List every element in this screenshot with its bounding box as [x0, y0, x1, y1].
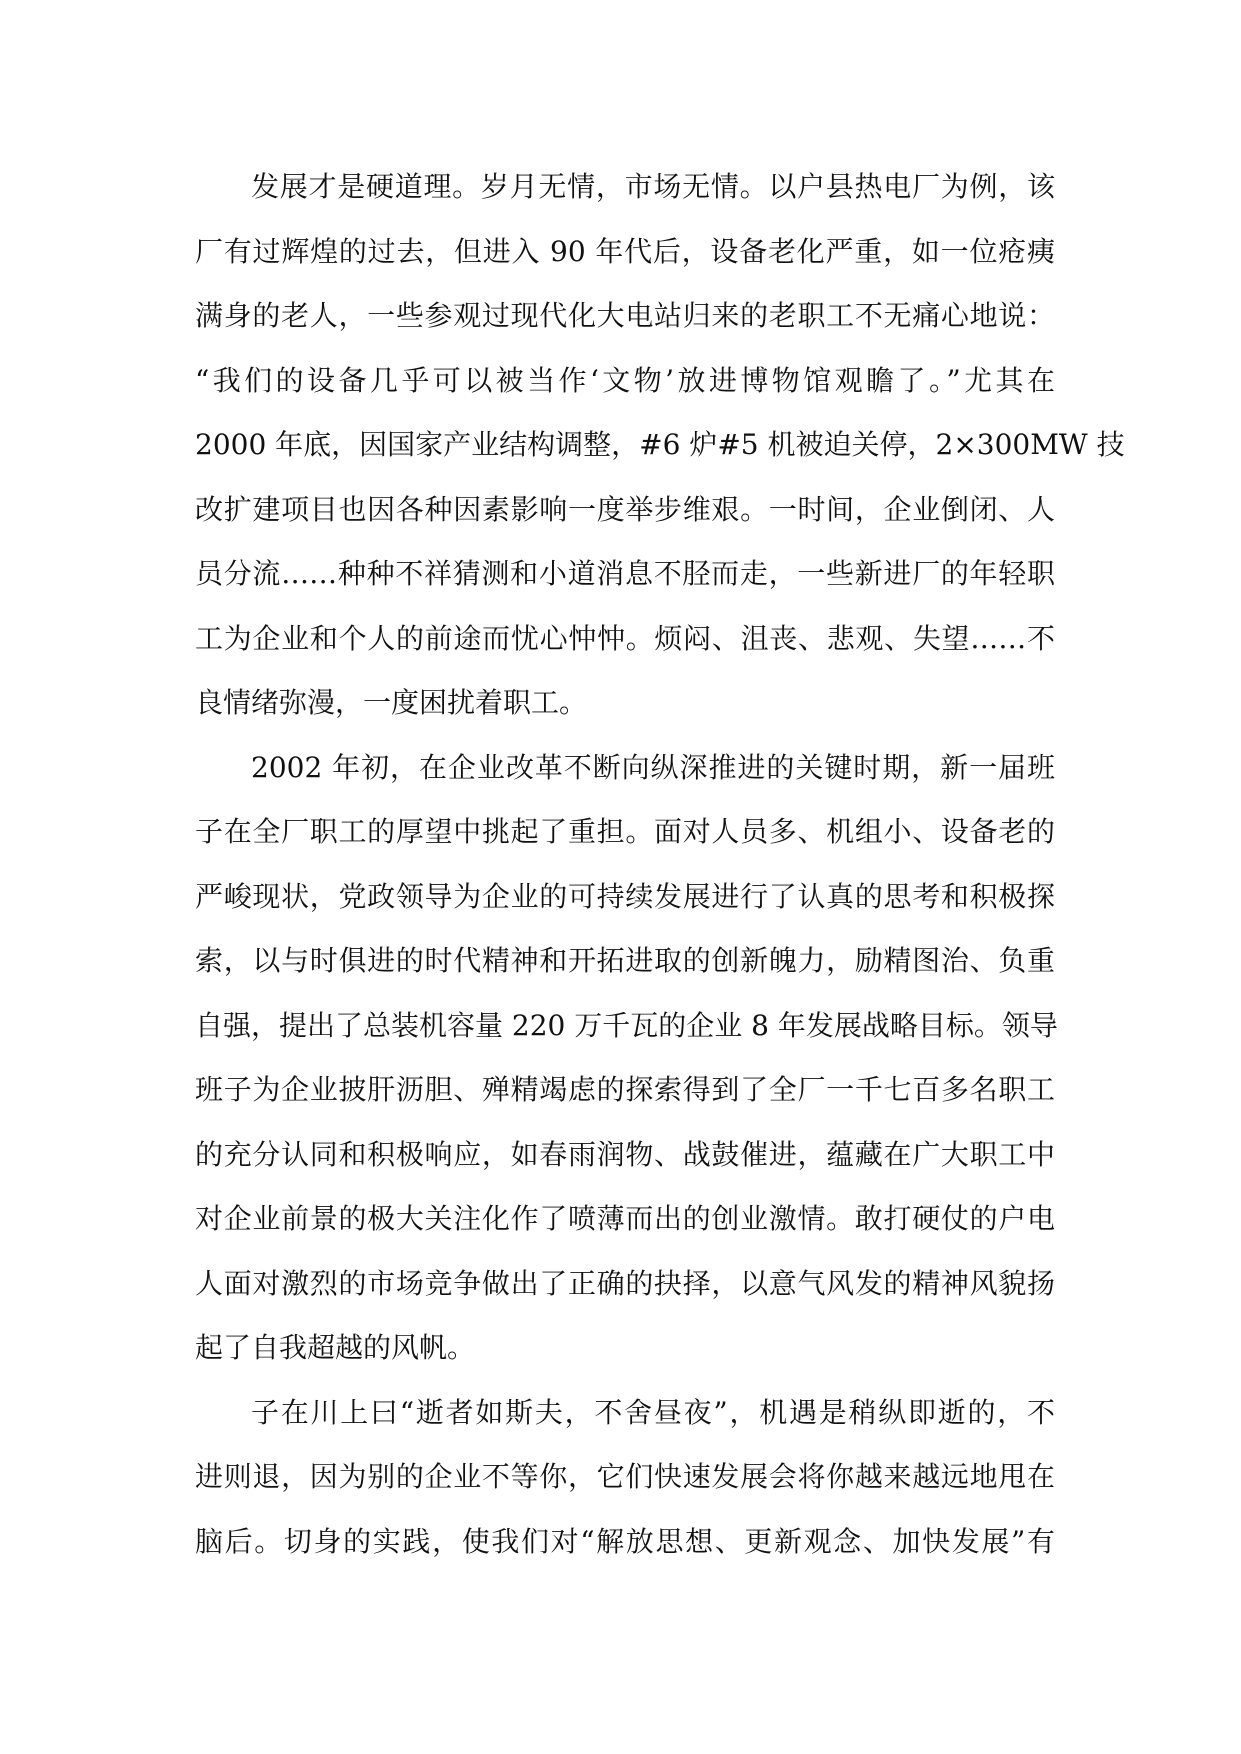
paragraph-2-line-2: 子在全厂职工的厚望中挑起了重担。面对人员多、机组小、设备老的	[195, 815, 1055, 848]
paragraph-3-line-3: 脑后。切身的实践，使我们对“解放思想、更新观念、加快发展”有	[195, 1524, 1055, 1558]
paragraph-3-line-2: 进则退，因为别的企业不等你，它们快速发展会将你越来越远地甩在	[195, 1460, 1055, 1493]
paragraph-1-line-6: 改扩建项目也因各种因素影响一度举步维艰。一时间，企业倒闭、人	[195, 492, 1055, 526]
paragraph-1-line-2: 厂有过辉煌的过去，但进入 90 年代后，设备老化严重，如一位疮痍	[195, 234, 1055, 268]
paragraph-1-line-3: 满身的老人，一些参观过现代化大电站归来的老职工不无痛心地说：	[195, 299, 1055, 332]
paragraph-2-line-7: 的充分认同和积极响应，如春雨润物、战鼓催进，蕴藏在广大职工中	[195, 1137, 1055, 1171]
paragraph-1-line-7: 员分流……种种不祥猜测和小道消息不胫而走，一些新进厂的年轻职	[195, 557, 1055, 590]
paragraph-2-line-10: 起了自我超越的风帆。	[195, 1331, 476, 1364]
document-body	[195, 155, 1125, 1574]
paragraph-2-line-9: 人面对激烈的市场竞争做出了正确的抉择，以意气风发的精神风貌扬	[195, 1266, 1055, 1300]
paragraph-2-line-8: 对企业前景的极大关注化作了喷薄而出的创业激情。敢打硬仗的户电	[195, 1202, 1055, 1235]
paragraph-2-line-5: 自强，提出了总装机容量 220 万千瓦的企业 8 年发展战略目标。领导	[195, 1008, 1058, 1042]
paragraph-1-line-4: “我们的设备几乎可以被当作‘文物’放进博物馆观瞻了。”尤其在	[195, 363, 1055, 397]
paragraph-1-line-5: 2000 年底，因国家产业结构调整，#6 炉#5 机被迫关停，2×300MW 技	[195, 428, 1125, 461]
paragraph-2-line-1: 2002 年初，在企业改革不断向纵深推进的关键时期，新一届班	[251, 750, 1055, 784]
paragraph-3-line-1: 子在川上曰“逝者如斯夫，不舍昼夜”，机遇是稍纵即逝的，不	[251, 1395, 1055, 1429]
paragraph-1-line-9: 良情绪弥漫，一度困扰着职工。	[195, 686, 588, 719]
paragraph-2-line-6: 班子为企业披肝沥胆、殚精竭虑的探索得到了全厂一千七百多名职工	[195, 1073, 1055, 1106]
paragraph-1-line-8: 工为企业和个人的前途而忧心忡忡。烦闷、沮丧、悲观、失望……不	[195, 621, 1055, 655]
paragraph-2-line-3: 严峻现状，党政领导为企业的可持续发展进行了认真的思考和积极探	[195, 879, 1055, 913]
paragraph-1-line-1: 发展才是硬道理。岁月无情，市场无情。以户县热电厂为例，该	[251, 170, 1055, 203]
paragraph-2-line-4: 索，以与时俱进的时代精神和开拓进取的创新魄力，励精图治、负重	[195, 944, 1055, 977]
